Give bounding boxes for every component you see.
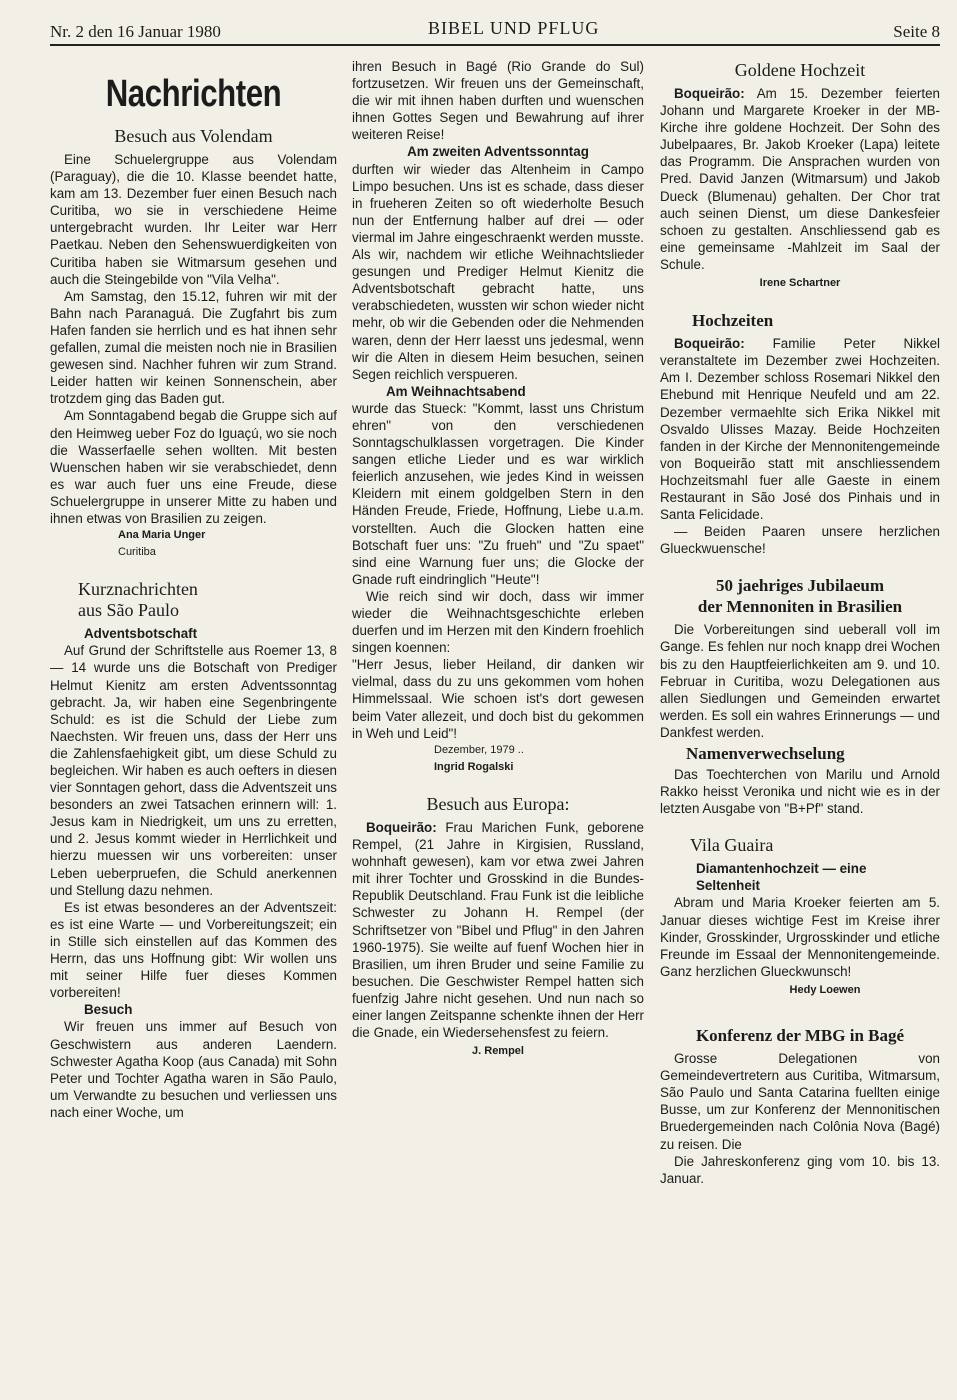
author-name: Ingrid Rogalski [434, 760, 514, 773]
article-paragraph: — Beiden Paaren unsere herzlichen Glueckwuensche! [660, 524, 940, 557]
article-paragraph: ihren Besuch in Bagé (Rio Grande do Sul) fortzusetzen. Wir freuen uns der Gemeinschaft, die wir mit ihnen haben durften und wuenschen ihnen Gottes Segen und Bewahrung auf ihrer weiteren Reise! [352, 59, 644, 143]
article-paragraph: wurde das Stueck: "Kommt, lasst uns Christum ehren" von den verschiedenen Sonntagschulklassen vorgetragen. Die Kinder sangen etliche Lieder und es war wirklich feierlich anzusehen, wie jedes Kind in weissen Kleidern mit einem goldgelben Stern in den Händen Freude, Friede, Hoffnung, Liebe u.a.m. vorstellten. Auch die Glocken hatten eine Botschaft fuer uns: "Zu frueh" und "Zu spaet" sind eine Warnung fuer uns; die Glocke der Gnade ruft eindringlich "Heute"! [352, 400, 644, 587]
article-paragraph: Am Samstag, den 15.12, fuhren wir mit der Bahn nach Paranaguá. Die Zugfahrt bis zum Hafen fanden sie herrlich und es hat ihnen sehr gefallen, zumal die meisten noch nie in Brasilien gewesen sind. Nachher fuhren wir zum Strand. Leider hatten wir keinen Sonnenschein, aber trotzdem ging das Baden gut. [50, 288, 337, 407]
author-name: Ana Maria Unger [118, 529, 206, 542]
section-title: Nachrichten [105, 73, 282, 115]
article-heading-jubilaeum: 50 jaehriges Jubilaeum [715, 576, 885, 596]
article-paragraph: Auf Grund der Schriftstelle aus Roemer 13, 8 — 14 wurde uns die Botschaft von Prediger Helmut Kienitz am ersten Adventssonntag gebracht. Ja, wir haben eine Segenbringente Schuld: es ist die Schuld der Liebe zum Naechsten. Wir freuen uns, dass der Herr uns die Zahlensfaehigkeit gibt, um diese Schuld zu begleichen. Wir haben es auch oefters in diesen vier Sonntagen gehort, dass die Adventszeit uns besonders an zwei Tatsachen erinnern will: 1. Jesus kam in Niedrigkeit, um uns zu erretten, und 2. Jesus kommt wieder in Herrlichkeit und hierzu muessen wir uns vorbereiten: unser Leben ueberpruefen, die Schuld anerkennen und Stellung dazu nehmen. [50, 643, 337, 898]
author-name: Hedy Loewen [789, 983, 861, 996]
article-paragraph: Die Jahreskonferenz ging vom 10. bis 13. Januar. [660, 1153, 940, 1186]
article-heading-konferenz: Konferenz der MBG in Bagé [695, 1026, 905, 1046]
subheading-seltenheit: Seltenheit [696, 878, 760, 894]
article-paragraph: durften wir wieder das Altenheim in Campo Limpo besuchen. Uns ist es schade, dass dieser in frueheren Zeiten so oft wiederholte Besuch nun der Entfernung halber auf drei — oder viermal im Jahre eingeschraenkt werden musste. Als wir, nachdem wir etliche Weihnachtslieder gesungen und Prediger Helmut Kienitz die Adventsbotschaft gebracht hatte, uns verabschiedeten, wussten wir schon wieder nicht mehr, ob wir die Gebenden oder die Nehmenden waren, denn der Herr laesst uns jedesmal, wenn wir die Alten in diesem Heim besuchen, seinen Segen reichlich verspueren. [352, 161, 644, 382]
article-paragraph: Es ist etwas besonderes an der Adventszeit: es ist eine Warte — und Vorbereitungszeit; ein in Stille sich einstellen auf das Kommen des Herrn, das uns Hoffnung gibt: Wir wollen uns mit seiner Hilfe fuer dieses Kommen vorbereiten! [50, 899, 337, 1001]
page-header [50, 18, 940, 46]
article-heading-kurz: Kurznachrichten [78, 579, 198, 600]
article-paragraph: Familie Peter Nikkel veranstaltete im Dezember zwei Hochzeiten. Am I. Dezember schloss Rosemari Nikkel den Ehebund mit Henrique Neufeld und am 22. Dezember vermaehlte sich Erika Nikkel mit Osvaldo Ulisses Mazay. Beide Hochzeiten fanden in der Kirche der Mennonitengemeinde von Boqueirão statt mit anschliessendem Hochzeitsmahl fuer alle Gaeste in einem Restaurant in São José dos Pinhais und in Santa Felicidade. [660, 336, 940, 523]
article-paragraph: Wie reich sind wir doch, dass wir immer wieder die Weihnachtsgeschichte erleben duerfen und im Herzen mit den Kindern froehlich singen koennen: [352, 588, 644, 656]
subheading-advent: Am zweiten Adventssonntag [407, 144, 589, 160]
author-date: Dezember, 1979 .. [434, 743, 524, 756]
article-heading-vila-guaira: Vila Guaira [690, 835, 774, 856]
article-paragraph: Am 15. Dezember feierten Johann und Margarete Kroeker in der MB-Kirche ihre goldene Hochzeit. Der Sohn des Jubelpaares, Br. Jakob Kroeker (Lapa) leitete das Programm. Die Ansprachen wurden von Pred. David Janzen (Witmarsum) und Jakob Dueck (Blumenau) gehalten. Der Chor trat auch seinen Dienst, um diese Dankesfeier schoen zu gestalten. Anschliessend gab es eine gemeinsame -Mahlzeit im Saal der Schule. [660, 86, 941, 272]
article-paragraph: Grosse Delegationen von Gemeindevertretern aus Curitiba, Witmarsum, São Paulo und Santa Catarina fuellten einige Busse, um zur Konferenz der Mennonitischen Bruedergemeinden nach Colônia Nova (Bagé) zu reisen. Die [660, 1051, 940, 1152]
article-heading-namen: Namenverwechselung [686, 744, 845, 763]
article-paragraph: Abram und Maria Kroeker feierten am 5. Januar dieses wichtige Fest im Kreise ihrer Kinder, Grosskinder, Urgrosskinder und etliche Freunde im Essaal der Mennonitengemeinde. Ganz herzlichen Glueckwunsch! [660, 895, 940, 979]
article-heading-jubilaeum-sub: der Mennoniten in Brasilien [697, 597, 903, 617]
place-label: Boqueirão: [366, 819, 437, 835]
article-paragraph: Eine Schuelergruppe aus Volendam (Paraguay), die die 10. Klasse beendet hatte, kam am 13. Dezember fuer einen Besuch nach Curitiba, wo sie in verschiedene Heime untergebracht wurden. Ihr Leiter war Herr Paetkau. Neben den Sehenswuerdigkeiten von Curitiba haben sie Witmarsum gesehen und auch die Steingebilde von "Vila Velha". [50, 152, 337, 287]
article-heading-goldene-hochzeit: Goldene Hochzeit [734, 60, 866, 80]
column-3 [660, 58, 940, 1187]
author-name: Irene Schartner [759, 277, 841, 290]
page-number: Seite 8 [893, 22, 940, 41]
article-paragraph: Frau Marichen Funk, geborene Rempel, (21 Jahre in Kirgisien, Russland, wohnhaft gewesen), kam vor etwa zwei Jahren mit ihrer Tochter und Grosskind in die Bundes-Republik Deutschland. Frau Funk ist die leibliche Schwester zu Johann H. Rempel (der Schriftsetzer von "Bibel und Pflug" in den Jahren 1960-1975). Sie weilte auf fuenf Wochen hier in Brasilien, um ihren Bruder und seine Familie zu besuchen. Die Geschwister Rempel hatten sich fuenfzig Jahre nicht gesehen. Und nun nach so einer langen Zeitspanne schenkte ihnen der Herr die Gnade, ein Wiedersehensfest zu feiern. [352, 819, 644, 1041]
column-2 [352, 58, 644, 1060]
subheading-diamantenhochzeit: Diamantenhochzeit — eine [696, 861, 867, 877]
article-heading-volendam: Besuch aus Volendam [114, 126, 273, 146]
subheading-besuch: Besuch [84, 1002, 133, 1018]
subheading-adventsbotschaft: Adventsbotschaft [84, 626, 198, 642]
subheading-weihnacht: Am Weihnachtsabend [386, 383, 526, 399]
poem: "Herr Jesus, lieber Heiland, dir danken wir vielmal, dass du zu uns gekommen vom hohen Himmelssaal. Wie schoen ist's dort gewesen beim Vater allezeit, und doch bist du gekommen in Weh und Leid"! [352, 657, 644, 741]
column-1 [50, 58, 337, 1121]
article-paragraph: Das Toechterchen von Marilu und Arnold Rakko heisst Veronika und nicht wie es in der letzten Ausgabe von "B+Pf" stand. [660, 767, 940, 817]
place-label: Boqueirão: [674, 336, 745, 352]
article-paragraph: Am Sonntagabend begab die Gruppe sich auf den Heimweg ueber Foz do Iguaçú, wo sie noch die Wasserfaelle sehen wollten. Mit besten Wuenschen haben wir sie verabschiedet, denn es war auch fuer uns eine Freude, diese Schuelergruppe in unserer Mitte zu haben und ihnen etwas von Brasilien zu zeigen. [50, 408, 337, 526]
issue-date: Nr. 2 den 16 Januar 1980 [50, 22, 221, 41]
article-paragraph: Die Vorbereitungen sind ueberall voll im Gange. Es fehlen nur noch knapp drei Wochen bis zu den Hauptfeierlichkeiten am 9. und 10. Februar in Curitiba, wozu Delegationen aus allen Siedlungen und Gemeinden erwartet werden. Es soll ein wahres Erinnerungs — und Dankfest werden. [660, 622, 940, 740]
article-heading-kurz-sub: aus São Paulo [78, 600, 179, 621]
place-label: Boqueirão: [674, 86, 745, 101]
article-paragraph: Wir freuen uns immer auf Besuch von Geschwistern aus anderen Laendern. Schwester Agatha Koop (aus Canada) mit Sohn Peter und Tochter Agatha waren in São Paulo, um Verwandte zu besuchen und verliessen uns nach einer Woche, um [50, 1019, 337, 1120]
author-place: Curitiba [118, 546, 156, 559]
article-heading-hochzeiten: Hochzeiten [692, 311, 774, 331]
article-heading-europa: Besuch aus Europa: [426, 793, 570, 814]
author-name: J. Rempel [472, 1045, 524, 1058]
newspaper-name: BIBEL UND PFLUG [428, 18, 600, 38]
